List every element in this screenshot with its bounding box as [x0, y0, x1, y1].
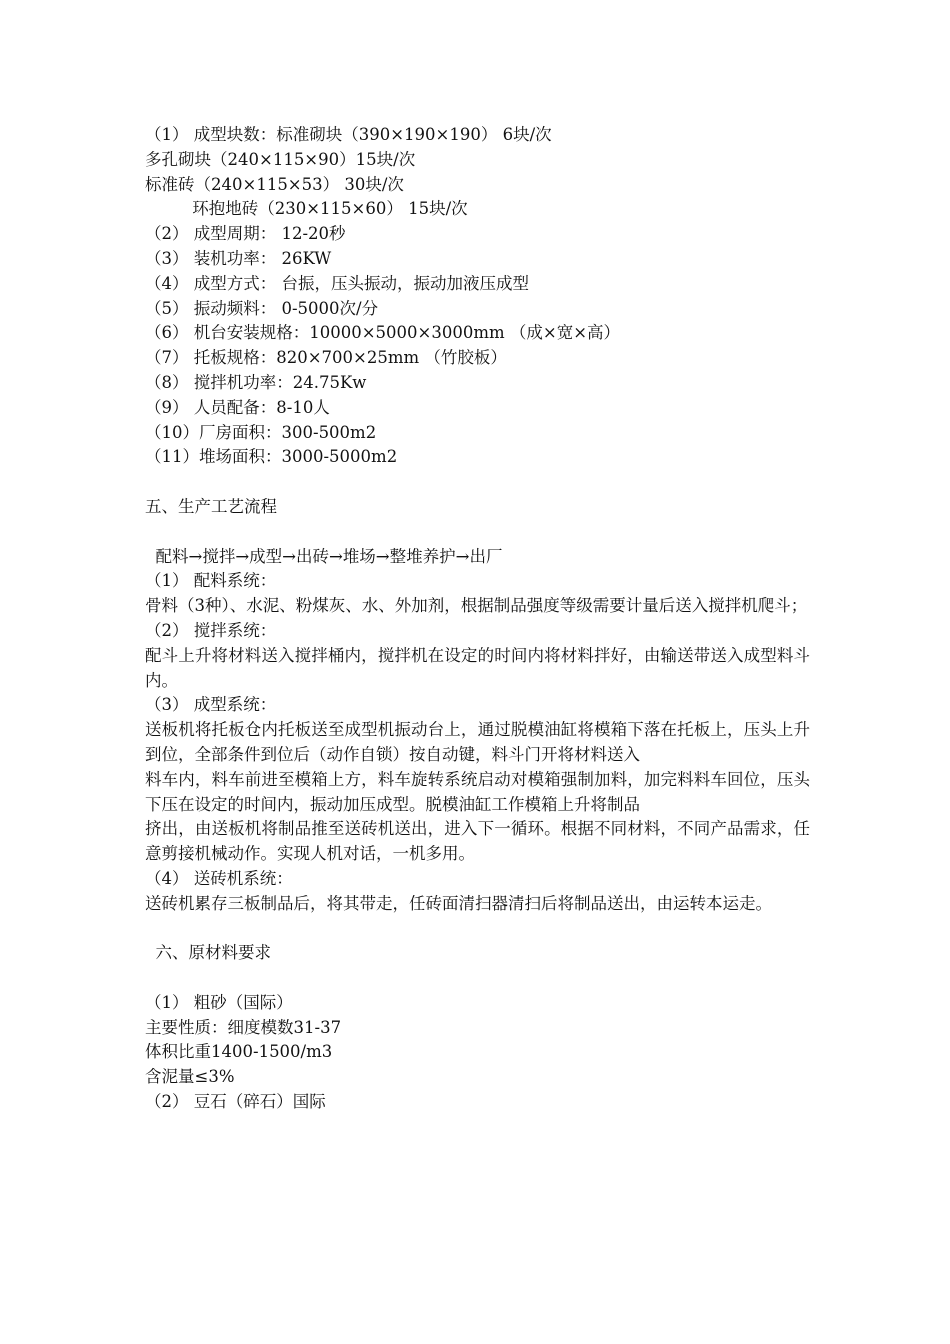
spec-line: （11）堆场面积：3000-5000m2 — [145, 447, 398, 467]
material-line: 含泥量≤3% — [145, 1067, 235, 1087]
spec-line: （9） 人员配备：8-10人 — [145, 397, 330, 417]
system-description: 送砖机累存三板制品后，将其带走，任砖面清扫器清扫后将制品送出，由运转本运走。 — [145, 893, 772, 913]
spec-line: （7） 托板规格：820×700×25mm （竹胶板） — [145, 348, 507, 368]
material-line: 主要性质：细度模数31-37 — [145, 1017, 342, 1037]
spec-line: （8） 搅拌机功率：24.75Kw — [145, 372, 367, 392]
spec-line: （6） 机台安装规格：10000×5000×3000mm （成×宽×高） — [145, 323, 621, 343]
spec-line: 标准砖（240×115×53） 30块/次 — [145, 174, 404, 194]
system-description: 配斗上升将材料送入搅拌桶内，搅拌机在设定的时间内将材料拌好，由输送带送入成型料斗内。 — [145, 645, 810, 690]
spec-line: （5） 振动频料： 0-5000次/分 — [145, 298, 379, 318]
spec-line: （10）厂房面积：300-500m2 — [145, 422, 377, 442]
spec-line: 多孔砌块（240×115×90）15块/次 — [145, 149, 416, 169]
spec-line: （2） 成型周期： 12-20秒 — [145, 224, 346, 244]
spacer — [145, 470, 810, 495]
spec-line: 环抱地砖（230×115×60） 15块/次 — [145, 199, 468, 219]
spec-line: （1） 成型块数：标准砌块（390×190×190） 6块/次 — [145, 125, 552, 144]
process-flow: 配料→搅拌→成型→出砖→堆场→整堆养护→出厂 — [145, 546, 503, 566]
spec-line: （4） 成型方式： 台振，压头振动，振动加液压成型 — [145, 273, 529, 293]
system-label: （3） 成型系统： — [145, 695, 277, 715]
section-heading: 六、原材料要求 — [145, 943, 271, 963]
spec-list — [145, 123, 810, 470]
material-line: （2） 豆石（碎石）国际 — [145, 1092, 326, 1112]
system-label: （2） 搅拌系统： — [145, 620, 277, 640]
material-line: （1） 粗砂（国际） — [145, 992, 293, 1012]
system-label: （4） 送砖机系统： — [145, 868, 293, 888]
system-description: 骨料（3种）、水泥、粉煤灰、水、外加剂，根据制品强度等级需要计量后送入搅拌机爬斗； — [145, 596, 808, 616]
spec-line: （3） 装机功率： 26KW — [145, 248, 332, 268]
section-heading: 五、生产工艺流程 — [145, 496, 277, 516]
system-description: 料车内，料车前进至模箱上方，料车旋转系统启动对模箱强制加料，加完料料车回位，压头下压在设定的时间内，振动加压成型。脱模油缸工作模箱上升将制品 — [145, 769, 810, 814]
spacer — [145, 966, 810, 991]
system-label: （1） 配料系统： — [145, 571, 277, 591]
material-line: 体积比重1400-1500/m3 — [145, 1042, 333, 1062]
system-description: 送板机将托板仓内托板送至成型机振动台上，通过脱模油缸将模箱下落在托板上，压头上升到位，全部条件到位后（动作自锁）按自动键，料斗门开将材料送入 — [145, 720, 810, 764]
system-description: 挤出，由送板机将制品推至送砖机送出，进入下一循环。根据不同材料，不同产品需求，任意剪接机械动作。实现人机对话，一机多用。 — [145, 819, 810, 864]
spacer — [145, 520, 810, 545]
document-body — [145, 123, 810, 1115]
spacer — [145, 917, 810, 942]
